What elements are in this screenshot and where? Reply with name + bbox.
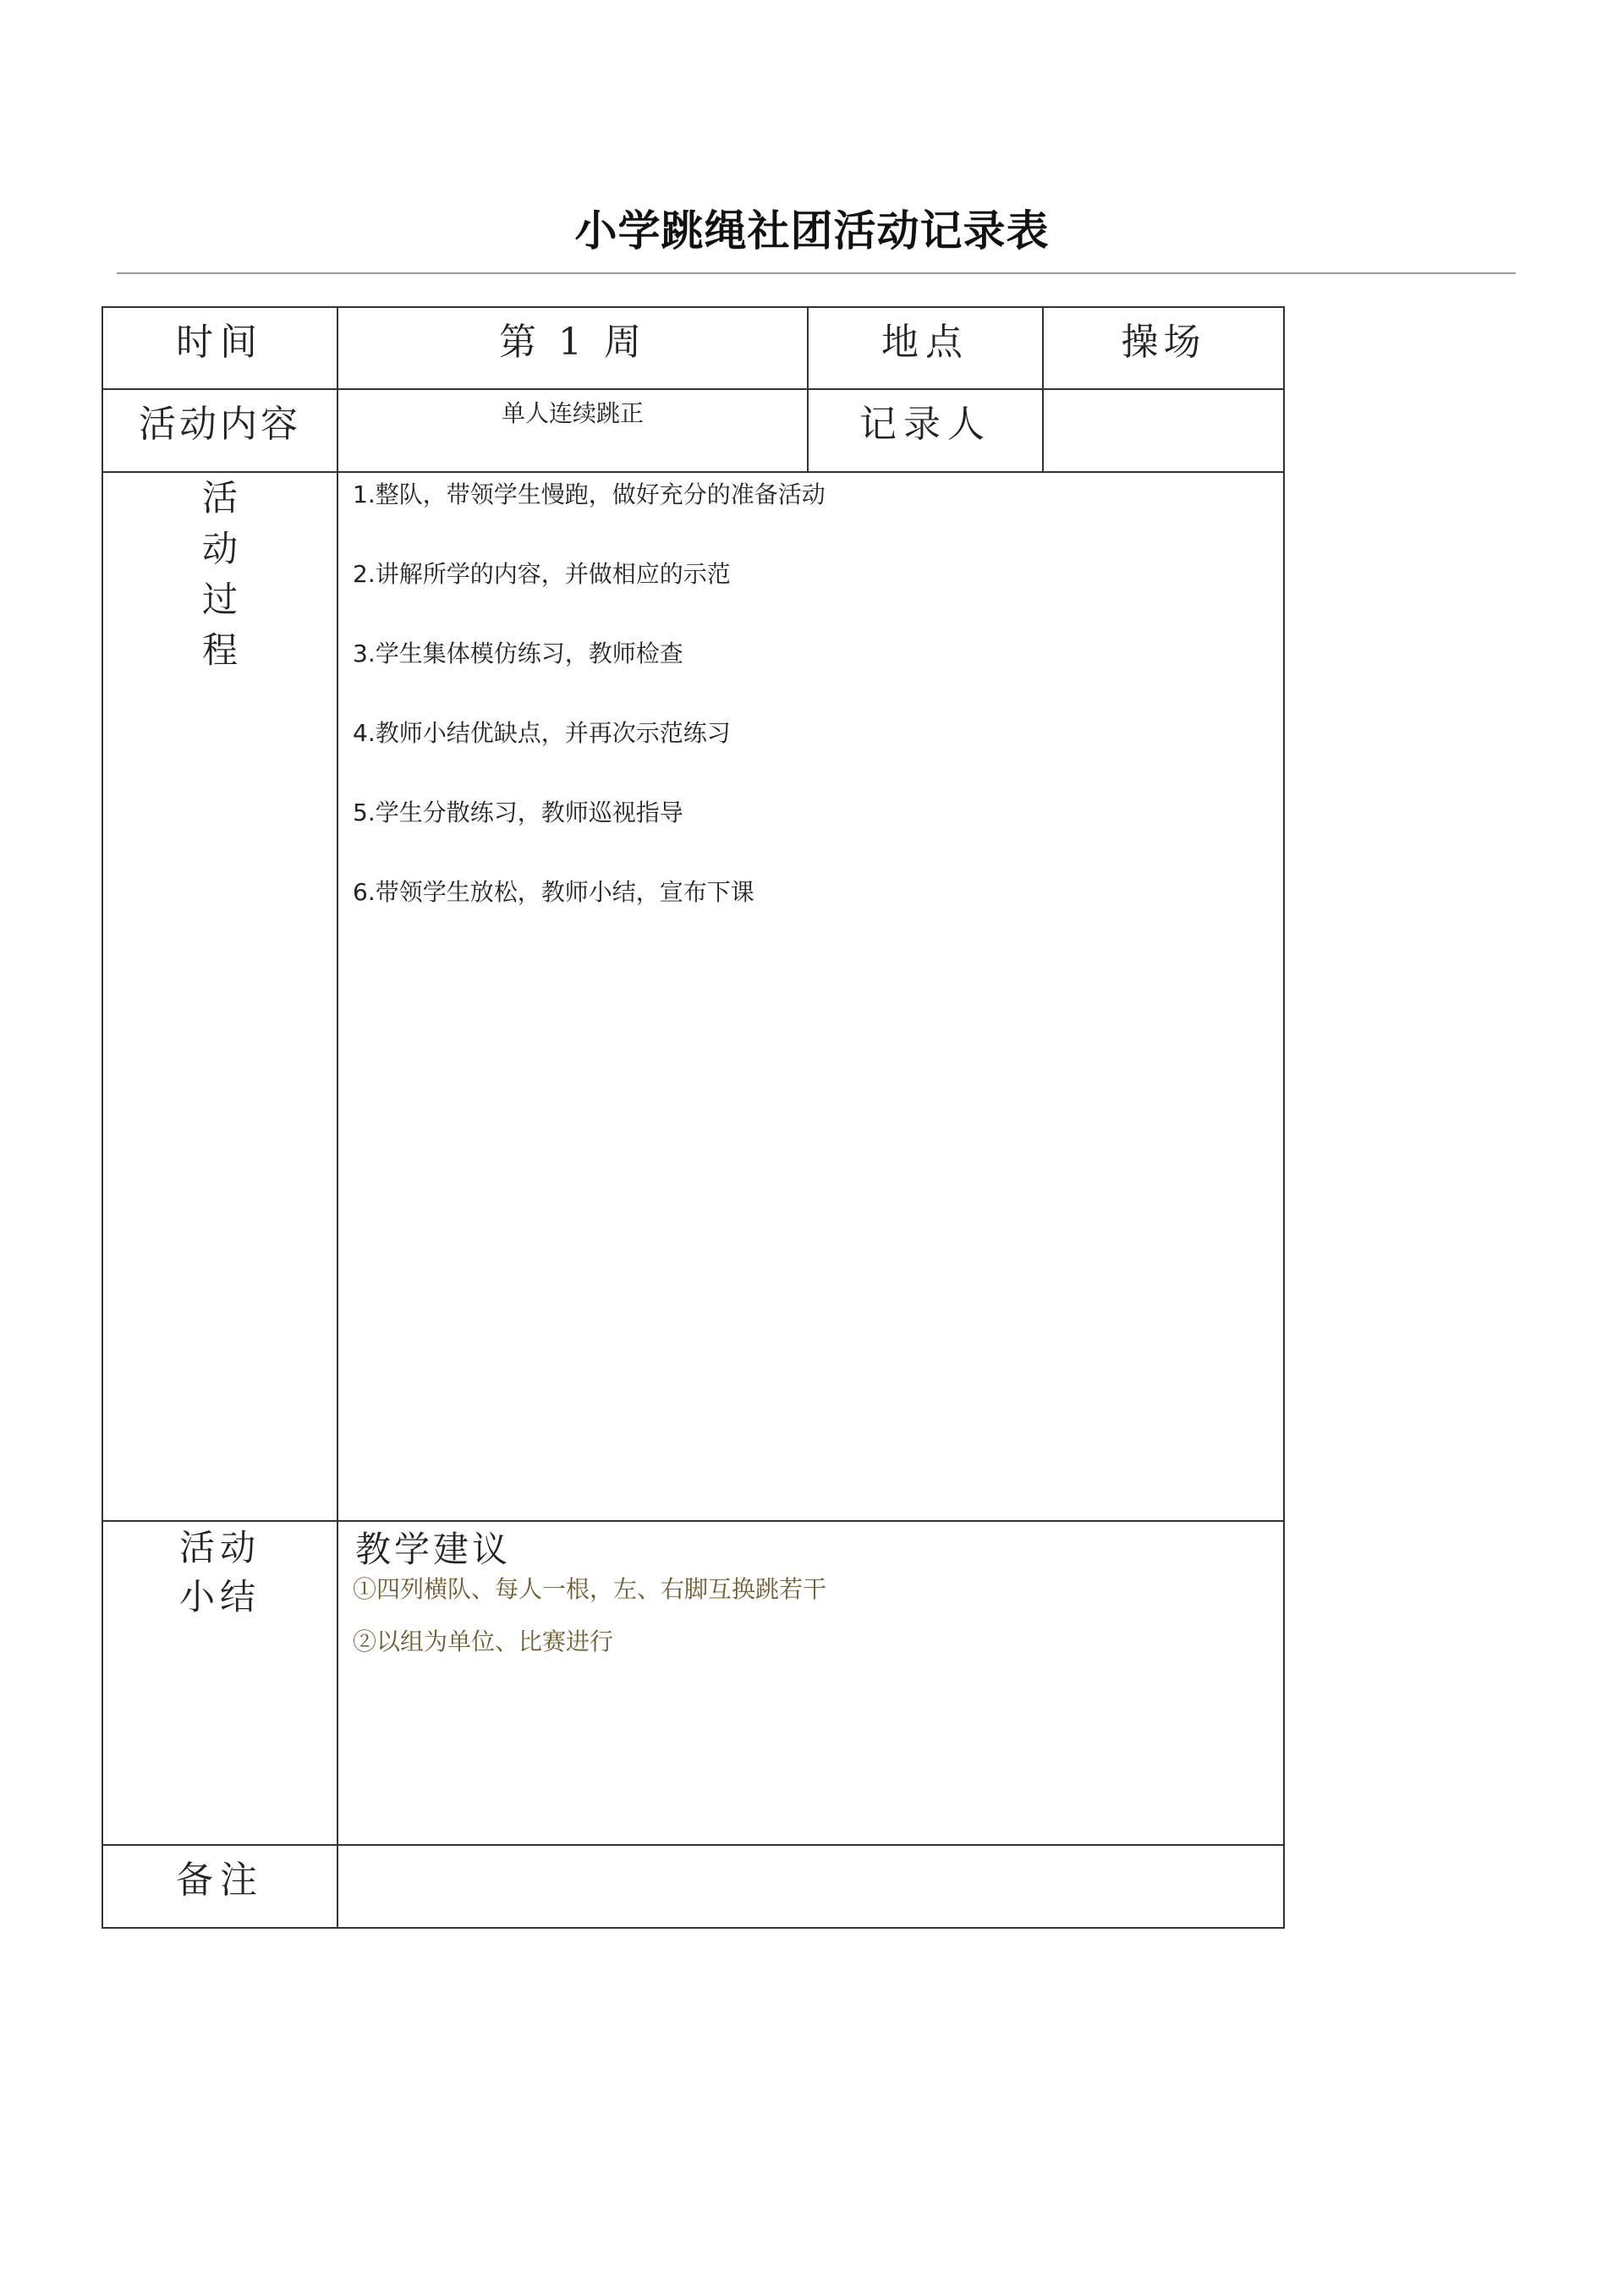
place-value: 操场	[1043, 307, 1284, 389]
suggestion-item: ①四列横队、每人一根，左、右脚互换跳若干	[353, 1575, 827, 1603]
summary-content	[337, 1521, 1284, 1845]
content-label: 活动内容	[102, 389, 337, 472]
suggestion-item: ②以组为单位、比赛进行	[353, 1628, 614, 1655]
recorder-value	[1043, 389, 1284, 472]
row-summary	[102, 1521, 1284, 1845]
process-step: 2.讲解所学的内容，并做相应的示范	[353, 560, 731, 588]
row-process	[102, 472, 1284, 1521]
process-step: 6.带领学生放松，教师小结，宣布下课	[353, 878, 754, 906]
suggestion-heading: 教学建议	[355, 1529, 512, 1570]
title-divider	[117, 272, 1516, 274]
recorder-label: 记录人	[808, 389, 1043, 472]
row-remarks	[102, 1845, 1284, 1928]
process-steps-list	[338, 473, 1283, 950]
process-label-char: 动	[201, 528, 238, 569]
process-label	[102, 472, 337, 1521]
activity-record-table	[102, 306, 1285, 1929]
process-label-char: 活	[201, 477, 238, 519]
time-label: 时间	[102, 307, 337, 389]
summary-label-line: 活动	[178, 1527, 261, 1568]
process-step: 4.教师小结优缺点，并再次示范练习	[353, 719, 731, 747]
place-label: 地点	[808, 307, 1043, 389]
process-step: 5.学生分散练习，教师巡视指导	[353, 799, 683, 826]
row-time-place	[102, 307, 1284, 389]
summary-label-line: 小结	[178, 1576, 261, 1617]
page-title: 小学跳绳社团活动记录表	[574, 206, 1050, 255]
remarks-value	[337, 1845, 1284, 1928]
row-content-recorder	[102, 389, 1284, 472]
process-label-char: 过	[201, 579, 238, 620]
process-content	[337, 472, 1284, 1521]
process-step: 1.整队，带领学生慢跑，做好充分的准备活动	[353, 480, 826, 508]
content-value: 单人连续跳正	[337, 389, 808, 472]
summary-label	[102, 1521, 337, 1845]
process-label-char: 程	[201, 629, 238, 671]
remarks-label: 备注	[102, 1845, 337, 1928]
time-value: 第 1 周	[337, 307, 808, 389]
process-step: 3.学生集体模仿练习，教师检查	[353, 640, 683, 667]
